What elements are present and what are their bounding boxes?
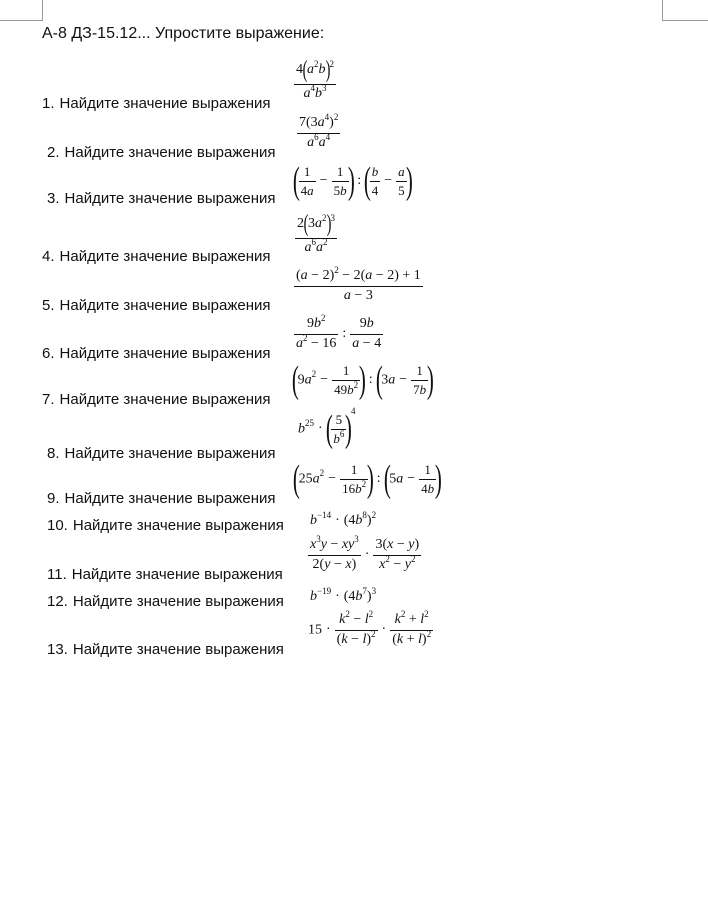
task-number: 12.	[47, 593, 68, 610]
task-number: 2.	[47, 144, 60, 161]
task-number: 11.	[47, 566, 67, 583]
formula-13: 15 · $\frac{k^2 - l^2}{(k - l)^2}$ · $\frac{k^2 + l^2}{(k + l)^2}$	[308, 609, 432, 647]
task-10	[47, 517, 284, 534]
task-text: Найдите значение выражения	[72, 641, 284, 658]
formula-2: $\frac{7(3a^4)^2}{a^6a^4}$	[299, 112, 339, 150]
formula-12: $b^{-19} \cdot (4b^7)^3$	[310, 586, 377, 605]
task-number: 6.	[42, 345, 55, 362]
task-2	[47, 144, 276, 161]
formula-11: $\frac{x^3y - xy^3}{2(y - x)}$ · $\frac{3(x - y)}{x^2 - y^2}$	[310, 534, 420, 572]
task-text: Найдите значение выражения	[59, 297, 271, 314]
task-number: 3.	[47, 190, 60, 207]
formula-3: ( $\frac{1}{4a}$ − $\frac{1}{5b}$ ) :( $\frac{b}{4}$ − $\frac{a}{5}$ )	[292, 160, 413, 202]
task-number: 13.	[47, 641, 68, 658]
task-text: Найдите значение выражения	[59, 345, 271, 362]
formula-1: $\frac{4(a^2b)^2}{a^4b^3}$	[296, 57, 334, 101]
task-text: Найдите значение выражения	[72, 517, 284, 534]
task-number: 10.	[47, 517, 68, 534]
task-text: Найдите значение выражения	[64, 490, 276, 507]
task-text: Найдите значение выражения	[59, 95, 271, 112]
task-5	[42, 297, 271, 314]
task-number: 1.	[42, 95, 55, 112]
task-text: Найдите значение выражения	[64, 445, 276, 462]
formula-6: $\frac{9b^2}{a^2 - 16}$ : $\frac{9b}{a - 4}$	[296, 313, 382, 351]
task-11	[47, 566, 283, 583]
formula-5: $\frac{(a - 2)^2 - 2(a - 2) + 1}{a - 3}$	[296, 265, 421, 303]
task-1	[42, 95, 271, 112]
task-text: Найдите значение выражения	[72, 593, 284, 610]
task-3	[47, 190, 276, 207]
task-12	[47, 593, 284, 610]
page-title: А-8 ДЗ-15.12... Упростите выражение:	[42, 25, 325, 42]
task-4	[42, 248, 271, 265]
task-text: Найдите значение выражения	[59, 391, 271, 408]
task-number: 9.	[47, 490, 60, 507]
task-number: 8.	[47, 445, 60, 462]
task-9	[47, 490, 276, 507]
task-6	[42, 345, 271, 362]
task-text: Найдите значение выражения	[64, 144, 276, 161]
task-text: Найдите значение выражения	[59, 248, 271, 265]
formula-10: $b^{-14} \cdot (4b^8)^2$	[310, 510, 377, 529]
page-corner-mark-left	[0, 0, 43, 21]
task-7	[42, 391, 271, 408]
formula-9: ($25a^2$ − $\frac{1}{16b^2}$ ) :(5a − $\frac{1}{4b}$ )	[292, 458, 442, 500]
task-number: 5.	[42, 297, 55, 314]
task-text: Найдите значение выражения	[64, 190, 276, 207]
formula-8: $b^{25}$ ·( $\frac{5}{b^6}$ )$^4$	[298, 406, 356, 450]
task-8	[47, 445, 276, 462]
task-number: 7.	[42, 391, 55, 408]
task-13	[47, 641, 284, 658]
task-text: Найдите значение выражения	[71, 566, 283, 583]
task-number: 4.	[42, 248, 55, 265]
formula-4: $\frac{2(3a^2)^3}{a^6a^2}$	[297, 211, 335, 255]
page-corner-mark-right	[662, 0, 708, 21]
formula-7: ($9a^2$ − $\frac{1}{49b^2}$ ) :(3a − $\frac{1}{7b}$ )	[291, 359, 434, 401]
